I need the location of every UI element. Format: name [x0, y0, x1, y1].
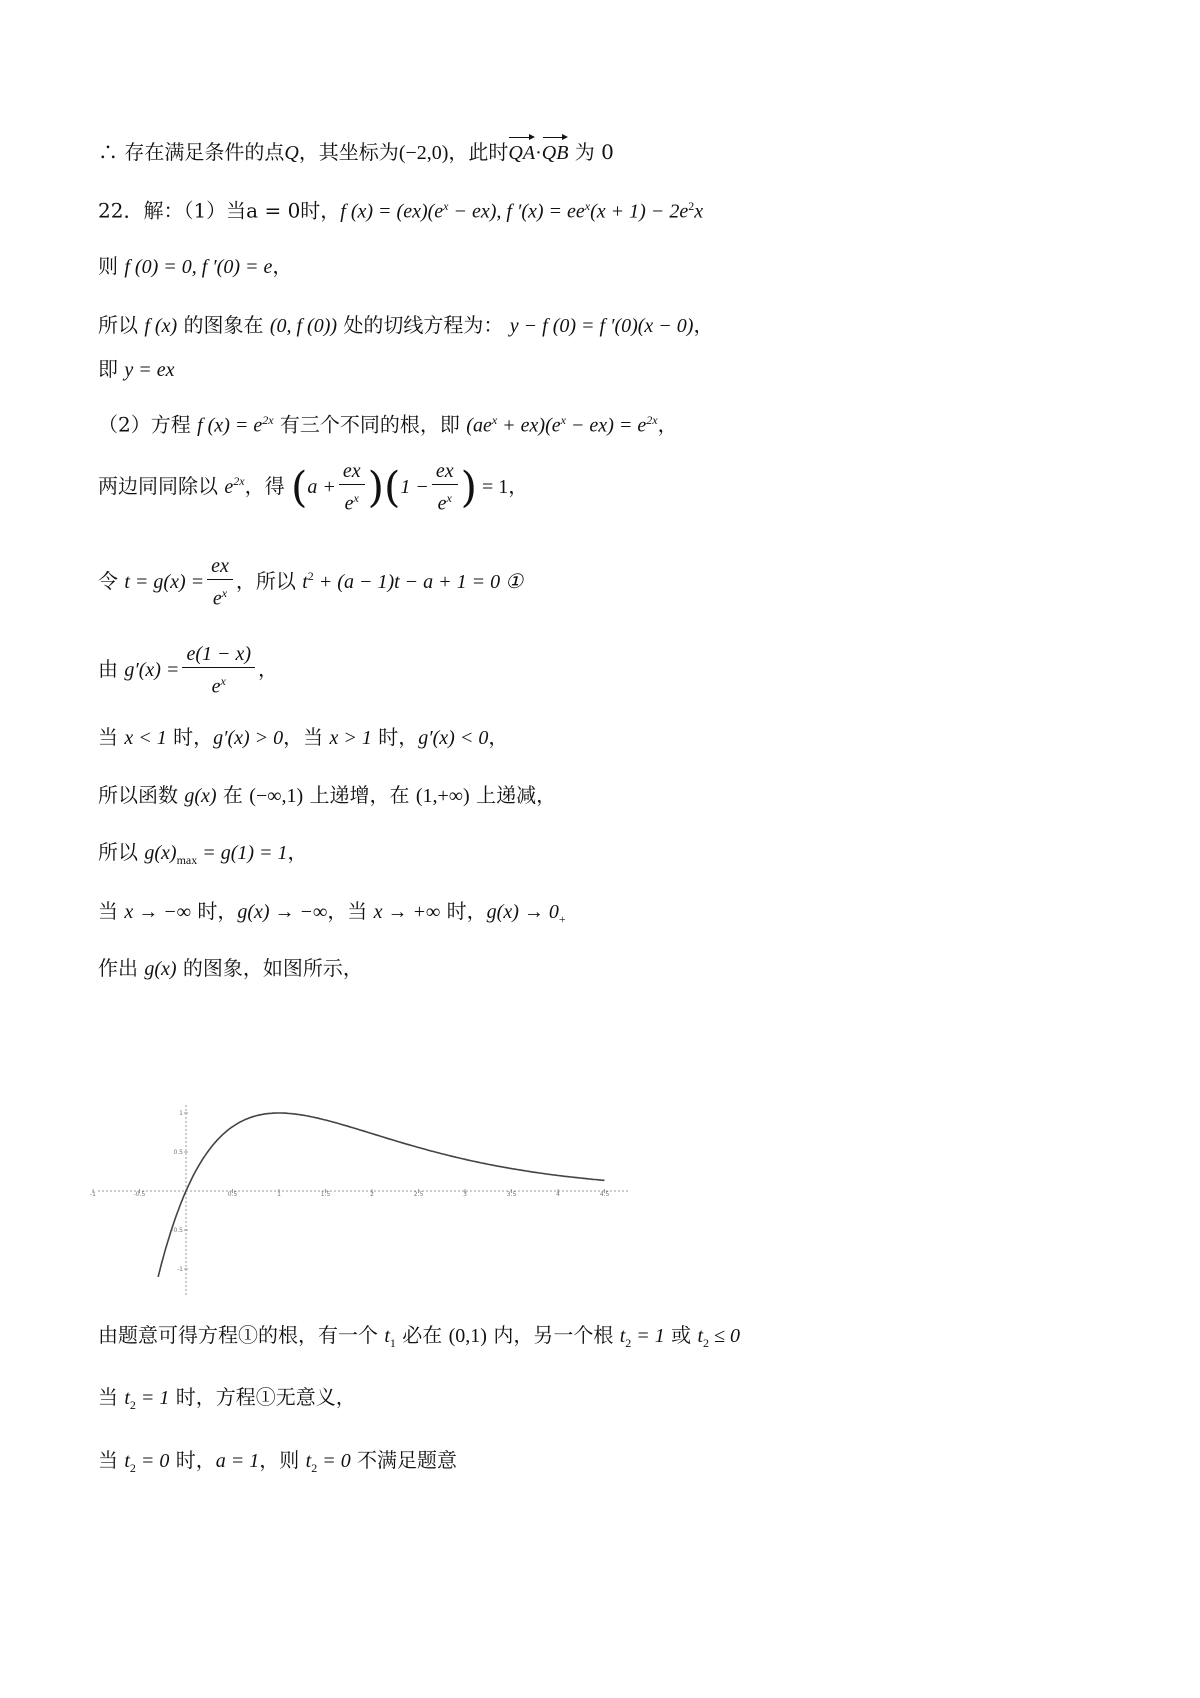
y-tick-label: 1 [179, 1110, 183, 1117]
y-tick-label: 0.5 [173, 1149, 183, 1156]
x-tick-label: 1.5 [320, 1191, 331, 1198]
x-tick-label: 4.5 [599, 1191, 610, 1198]
text-line-derivative-values: 则 f (0) = 0, f ′(0) = e， [98, 254, 293, 278]
text-line-conclusion: ∴ 存在满足条件的点Q，其坐标为(−2,0)，此时QA·QB 为 0 [98, 135, 614, 167]
x-tick-label: 3.5 [506, 1191, 517, 1198]
vector-qb: QB [542, 135, 569, 167]
fraction: $\frac{ex}{e^x}$ [432, 458, 458, 517]
text-line-case-1: 当 $t_2 = 1$ 时，方程①无意义， [98, 1385, 356, 1412]
text-line-g-derivative: 由 g′(x) = $\frac{e(1 - x)}{e^x}$ ， [98, 643, 279, 698]
x-tick-label: 2.5 [413, 1191, 424, 1198]
fraction: $\frac{e(1 - x)}{e^x}$ [182, 641, 255, 700]
y-tick-label: -1 [177, 1266, 183, 1273]
vector-qa: QA [508, 135, 535, 167]
text-line-graph-intro: 作出 g(x) 的图象，如图所示， [98, 956, 363, 980]
text-line-case-0: 当 $t_2 = 0$ 时，a = 1，则 $t_2 = 0$ 不满足题意 [98, 1448, 458, 1475]
text-line-tangent-result: 即 y = ex [98, 357, 175, 381]
function-graph [90, 1100, 628, 1300]
x-tick-label: 4 [556, 1191, 560, 1198]
x-tick-label: -1 [90, 1191, 96, 1198]
x-tick-label: 2 [370, 1191, 374, 1198]
text-line-substitution: 令 t = g(x) = $\frac{ex}{e^x}$ ，所以 $t^2 + (a - 1)t - a + 1 = 0$ ① [98, 555, 524, 610]
text-line-max: 所以 $g(x)_{max} = g(1) = 1$， [98, 840, 308, 867]
g-curve [158, 1113, 604, 1277]
text-line-problem-22: 22．解：（1）当a = 0时，f $(x) = (ex)(e^x - ex)$, f $'(x) = ee^x(x + 1) - 2e^2x$ [98, 198, 704, 223]
fraction: $\frac{ex}{e^x}$ [207, 553, 233, 612]
fraction: $\frac{ex}{e^x}$ [339, 458, 365, 517]
x-tick-label: 3 [463, 1191, 467, 1198]
text-line-sign: 当 x < 1 时，g′(x) > 0，当 x > 1 时，g′(x) < 0， [98, 725, 509, 749]
x-tick-label: -0.5 [133, 1191, 146, 1198]
x-tick-label: 0.5 [227, 1191, 238, 1198]
text-line-limits: 当 x → −∞ 时，g(x) → −∞，当 x → +∞ 时，$g(x) \to 0_+$ [98, 899, 566, 926]
text-line-monotonic: 所以函数 g(x) 在 (−∞,1) 上递增，在 (1,+∞) 上递减， [98, 783, 557, 807]
text-line-divide: 两边同同除以 $e^{2x}$，得 (a + $\frac{ex}{e^x}$ )(1 − $\frac{ex}{e^x}$ ) = 1， [98, 460, 529, 515]
text-line-tangent: 所以 f (x) 的图象在 (0, f (0)) 处的切线方程为： y − f (0) = f ′(0)(x − 0)， [98, 313, 714, 337]
x-tick-label: 1 [277, 1191, 281, 1198]
y-tick-label: -0.5 [171, 1227, 183, 1234]
text-line-roots: 由题意可得方程①的根，有一个 $t_1$ 必在 (0,1) 内，另一个根 $t_2 = 1$ 或 $t_2 \le 0$ [98, 1323, 741, 1350]
text-line-part-2: （2）方程 f $(x) = e^{2x}$ 有三个不同的根，即 $(ae^x + ex)(e^x - ex) = e^{2x}$， [98, 412, 678, 437]
